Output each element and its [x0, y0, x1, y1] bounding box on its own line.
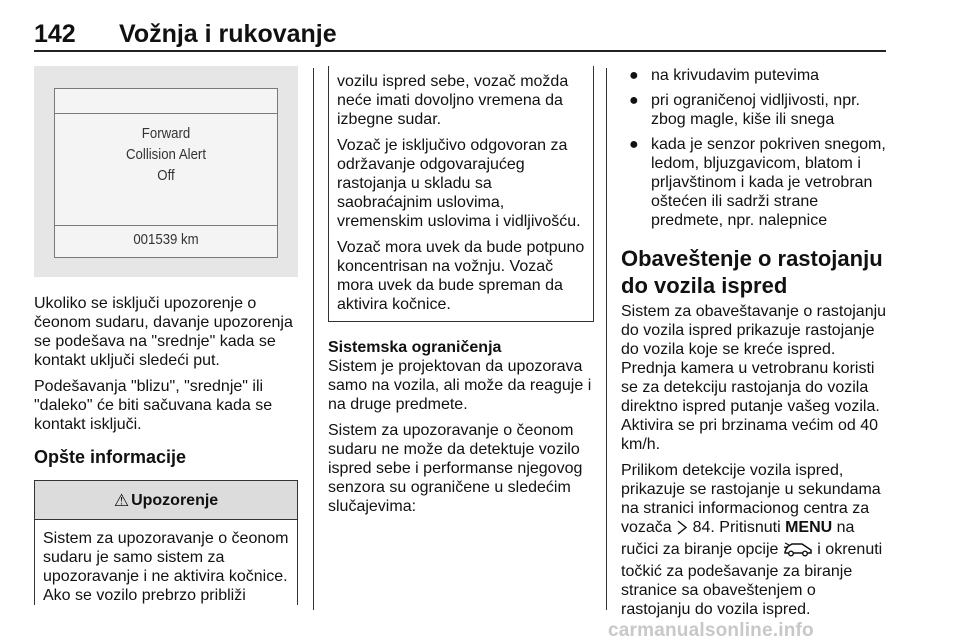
paragraph: Sistem za obaveštavanje o rastojanju do vozila ispred prikazuje rastojanje do vozila koje se kreće ispred. Prednja kamera u vetrobranu koristi se za detekciju rastojanja do vozila direktno ispred putanje vašeg vozila. Aktivira se pri brzinama većim od 40 km/h.: [621, 303, 887, 453]
subsection-heading: Sistemska ograničenja: [328, 339, 502, 356]
bullet-icon: ●: [629, 67, 639, 84]
page-header: [34, 20, 886, 52]
section-heading: Obaveštenje o rastojanju do vozila ispred: [621, 246, 883, 298]
paragraph: Vozač mora uvek da bude potpuno koncentrisan na vožnju. Vozač mora uvek da bude spreman da aktivira kočnice.: [337, 239, 585, 313]
warning-header: [35, 481, 297, 520]
list-item: ● kada je senzor pokriven snegom, ledom, bljuzgavicom, blatom i prljavštinom i kada je vetrobran oštećen ili sadrži strane predmete, npr. nalepnice: [629, 136, 886, 229]
warning-box-continued: [328, 66, 594, 322]
list-item: ● na krivudavim putevima: [629, 67, 820, 84]
bullet-icon: ●: [629, 92, 639, 109]
warning-title: Upozorenje: [131, 491, 219, 509]
list-item: ● pri ograničenoj vidljivosti, npr. zbog magle, kiše ili snega: [629, 92, 860, 128]
bullet-list: [621, 66, 887, 230]
warning-box: [34, 480, 298, 605]
paragraph: Sistem je projektovan da upozorava samo na vozila, ali može da reaguje i na druge predmete.: [328, 358, 592, 413]
display-message: Forward Collision Alert Off: [126, 125, 206, 184]
odometer-readout: 001539 km: [133, 231, 199, 248]
page-title: Vožnja i rukovanje: [119, 20, 337, 48]
paragraph: vozilu ispred sebe, vozač možda neće imati dovoljno vremena da izbegne sudar.: [337, 73, 569, 128]
paragraph: Sistem za upozoravanje o čeonom sudaru ne može da detektuje vozilo ispred sebe i performanse njegovog senzora su ograničene u sledećim slučajevima:: [328, 422, 583, 515]
display-illustration: [34, 66, 298, 277]
menu-button-label: MENU: [785, 519, 833, 536]
paragraph: Prilikom detekcije vozila ispred, prikazuje se rastojanje u sekundama na stranici informacionog centra za vozača 84. Pritisnuti MENU na ručici za biranje opcije i okrenuti točkić za podešavanje za biranje stranice sa obaveštenjem o rastojanju do vozila ispred.: [621, 462, 883, 618]
column-right: [621, 66, 887, 626]
column-left: [34, 66, 298, 605]
page-reference: 84: [692, 519, 711, 536]
warning-triangle-icon: ⚠: [113, 490, 130, 510]
watermark: carmanualsonline.info: [608, 620, 814, 641]
arrow-reference-icon: [676, 520, 688, 540]
section-heading: Opšte informacije: [34, 447, 187, 467]
paragraph: Podešavanja "blizu", "srednje" ili "daleko" će biti sačuvana kada se kontakt isključi.: [34, 378, 273, 433]
column-divider: [313, 68, 314, 610]
instrument-display: [54, 88, 278, 258]
page-number: 142: [34, 20, 76, 48]
warning-text: Sistem za upozoravanje o čeonom sudaru je samo sistem za upozoravanje i ne aktivira kočnice. Ako se vozilo prebrzo približi: [43, 530, 289, 604]
paragraph: Ukoliko se isključi upozorenje o čeonom sudaru, davanje upozorenja se podešava na "srednje" kada se kontakt uključi sledeći put.: [34, 295, 293, 369]
bullet-icon: ●: [629, 136, 639, 153]
column-middle: [328, 66, 594, 523]
vehicle-icon: [783, 541, 813, 562]
paragraph: Vozač je isključivo odgovoran za održavanje odgovarajućeg rastojanja u skladu sa saobraćajnim uslovima, vremenskim uslovima i vidljivošću.: [337, 137, 581, 230]
column-divider: [606, 68, 607, 610]
